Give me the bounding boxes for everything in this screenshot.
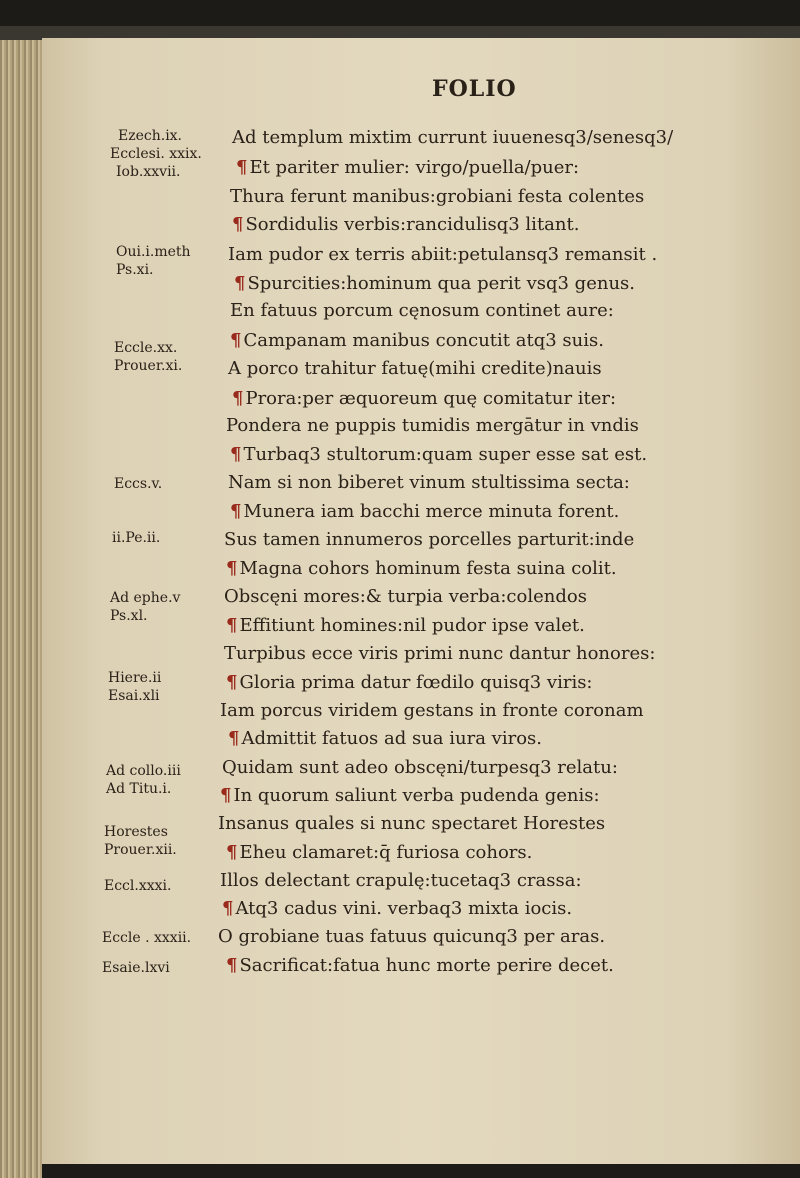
verse-line (226, 472, 630, 493)
verse-text: Obscęni mores:& turpia verba:colendos (224, 586, 587, 607)
verse-text: Quidam sunt adeo obscęni/turpesq3 relatu: (222, 757, 618, 778)
margin-gloss: Hiere.ii (108, 670, 162, 686)
verse-text: In quorum saliunt verba pudenda genis: (233, 785, 600, 806)
verse-line (232, 388, 616, 409)
pilcrow-mark: ¶ (226, 615, 238, 636)
verse-text: Et pariter mulier: virgo/puella/puer: (249, 157, 580, 178)
margin-gloss: Esai.xli (108, 688, 160, 704)
verse-line (226, 615, 585, 636)
verse-text: O grobiane tuas fatuus quicunq3 per aras. (218, 926, 606, 947)
verse-line (222, 643, 655, 664)
verse-line (222, 586, 587, 607)
verse-line (226, 244, 657, 265)
margin-gloss: ii.Pe.ii. (112, 530, 161, 546)
verse-text: Gloria prima datur fœdilo quisq3 viris: (239, 672, 593, 693)
verse-text: Insanus quales si nunc spectaret Horestes (218, 813, 606, 834)
verse-text: Eheu clamaret:q̄ furiosa cohors. (239, 842, 533, 863)
verse-text: Pondera ne puppis tumidis mergātur in vndis (226, 415, 639, 436)
pilcrow-mark: ¶ (230, 501, 242, 522)
pilcrow-mark: ¶ (230, 330, 242, 351)
pilcrow-mark: ¶ (234, 273, 246, 294)
margin-gloss: Eccl.xxxi. (104, 878, 172, 894)
verse-text: Magna cohors hominum festa suina colit. (239, 558, 617, 579)
verse-line (230, 127, 673, 148)
margin-gloss: Oui.i.meth (116, 244, 191, 260)
verse-line (230, 444, 647, 465)
verse-line (230, 501, 619, 522)
verse-line (226, 558, 617, 579)
pilcrow-mark: ¶ (222, 898, 234, 919)
pilcrow-mark: ¶ (226, 955, 238, 976)
verse-text: Ad templum mixtim currunt iuuenesq3/senesq3/ (232, 127, 674, 148)
pilcrow-mark: ¶ (226, 558, 238, 579)
margin-gloss: Ad collo.iii (106, 763, 181, 779)
verse-line (228, 728, 542, 749)
verse-text: Admittit fatuos ad sua iura viros. (241, 728, 542, 749)
verse-line (222, 898, 572, 919)
margin-gloss: Prouer.xi. (114, 358, 183, 374)
verse-text: En fatuus porcum cęnosum continet aure: (230, 300, 614, 321)
verse-text: Sus tamen innumeros porcelles parturit:inde (224, 529, 635, 550)
verse-line (226, 672, 593, 693)
verse-line (216, 813, 605, 834)
pilcrow-mark: ¶ (228, 728, 240, 749)
verse-text: Thura ferunt manibus:grobiani festa colentes (230, 186, 645, 207)
verse-line (226, 358, 602, 379)
verse-line (220, 757, 618, 778)
verse-line (230, 330, 604, 351)
verse-line (226, 842, 532, 863)
margin-gloss: Ad Titu.i. (106, 781, 172, 797)
margin-gloss: Esaie.lxvi (102, 960, 170, 976)
verse-text: Atq3 cadus vini. verbaq3 mixta iocis. (235, 898, 573, 919)
verse-text: Campanam manibus concutit atq3 suis. (243, 330, 604, 351)
margin-gloss: Ps.xi. (116, 262, 154, 278)
pilcrow-mark: ¶ (230, 444, 242, 465)
verse-text: Iam porcus viridem gestans in fronte coronam (220, 700, 644, 721)
pilcrow-mark: ¶ (236, 157, 248, 178)
verse-line (220, 785, 600, 806)
pilcrow-mark: ¶ (232, 214, 244, 235)
verse-text: Turbaq3 stultorum:quam super esse sat est. (243, 444, 648, 465)
margin-gloss: Eccle . xxxii. (102, 930, 192, 946)
margin-gloss: Ad ephe.v (110, 590, 181, 606)
verse-line (232, 214, 579, 235)
pilcrow-mark: ¶ (226, 672, 238, 693)
margin-gloss: Eccle.xx. (114, 340, 178, 356)
verse-text: Nam si non biberet vinum stultissima secta: (228, 472, 630, 493)
margin-gloss: Prouer.xii. (104, 842, 177, 858)
verse-line (224, 415, 639, 436)
pilcrow-mark: ¶ (226, 842, 238, 863)
verse-line (218, 700, 644, 721)
page-stack-edge (0, 40, 42, 1178)
verse-line (226, 955, 614, 976)
verse-text: Effitiunt homines:nil pudor ipse valet. (239, 615, 585, 636)
verse-line (234, 273, 635, 294)
verse-text: Munera iam bacchi merce minuta forent. (243, 501, 620, 522)
margin-gloss: Ps.xl. (110, 608, 148, 624)
margin-gloss: Eccs.v. (114, 476, 163, 492)
margin-gloss: Horestes (104, 824, 168, 840)
margin-gloss: Ezech.ix. (118, 128, 183, 144)
verse-line (222, 529, 634, 550)
verse-text: Turpibus ecce viris primi nunc dantur honores: (224, 643, 656, 664)
verse-text: A porco trahitur fatuę(mihi credite)nauis (228, 358, 602, 379)
folio-header: FOLIO (432, 76, 517, 102)
verse-text: Illos delectant crapulę:tucetaq3 crassa: (220, 870, 582, 891)
verse-line (228, 300, 614, 321)
margin-gloss: Iob.xxvii. (116, 164, 181, 180)
verse-line (228, 186, 644, 207)
verse-line (216, 926, 605, 947)
verse-line (218, 870, 582, 891)
verse-text: Sacrificat:fatua hunc morte perire decet. (239, 955, 614, 976)
verse-text: Sordidulis verbis:rancidulisq3 litant. (245, 214, 580, 235)
verse-line (236, 157, 579, 178)
verse-text: Prora:per æquoreum quę comitatur iter: (245, 388, 617, 409)
pilcrow-mark: ¶ (220, 785, 232, 806)
pilcrow-mark: ¶ (232, 388, 244, 409)
margin-gloss: Ecclesi. xxix. (110, 146, 202, 162)
verse-text: Iam pudor ex terris abiit:petulansq3 remansit . (228, 244, 658, 265)
verse-text: Spurcities:hominum qua perit vsq3 genus. (247, 273, 635, 294)
